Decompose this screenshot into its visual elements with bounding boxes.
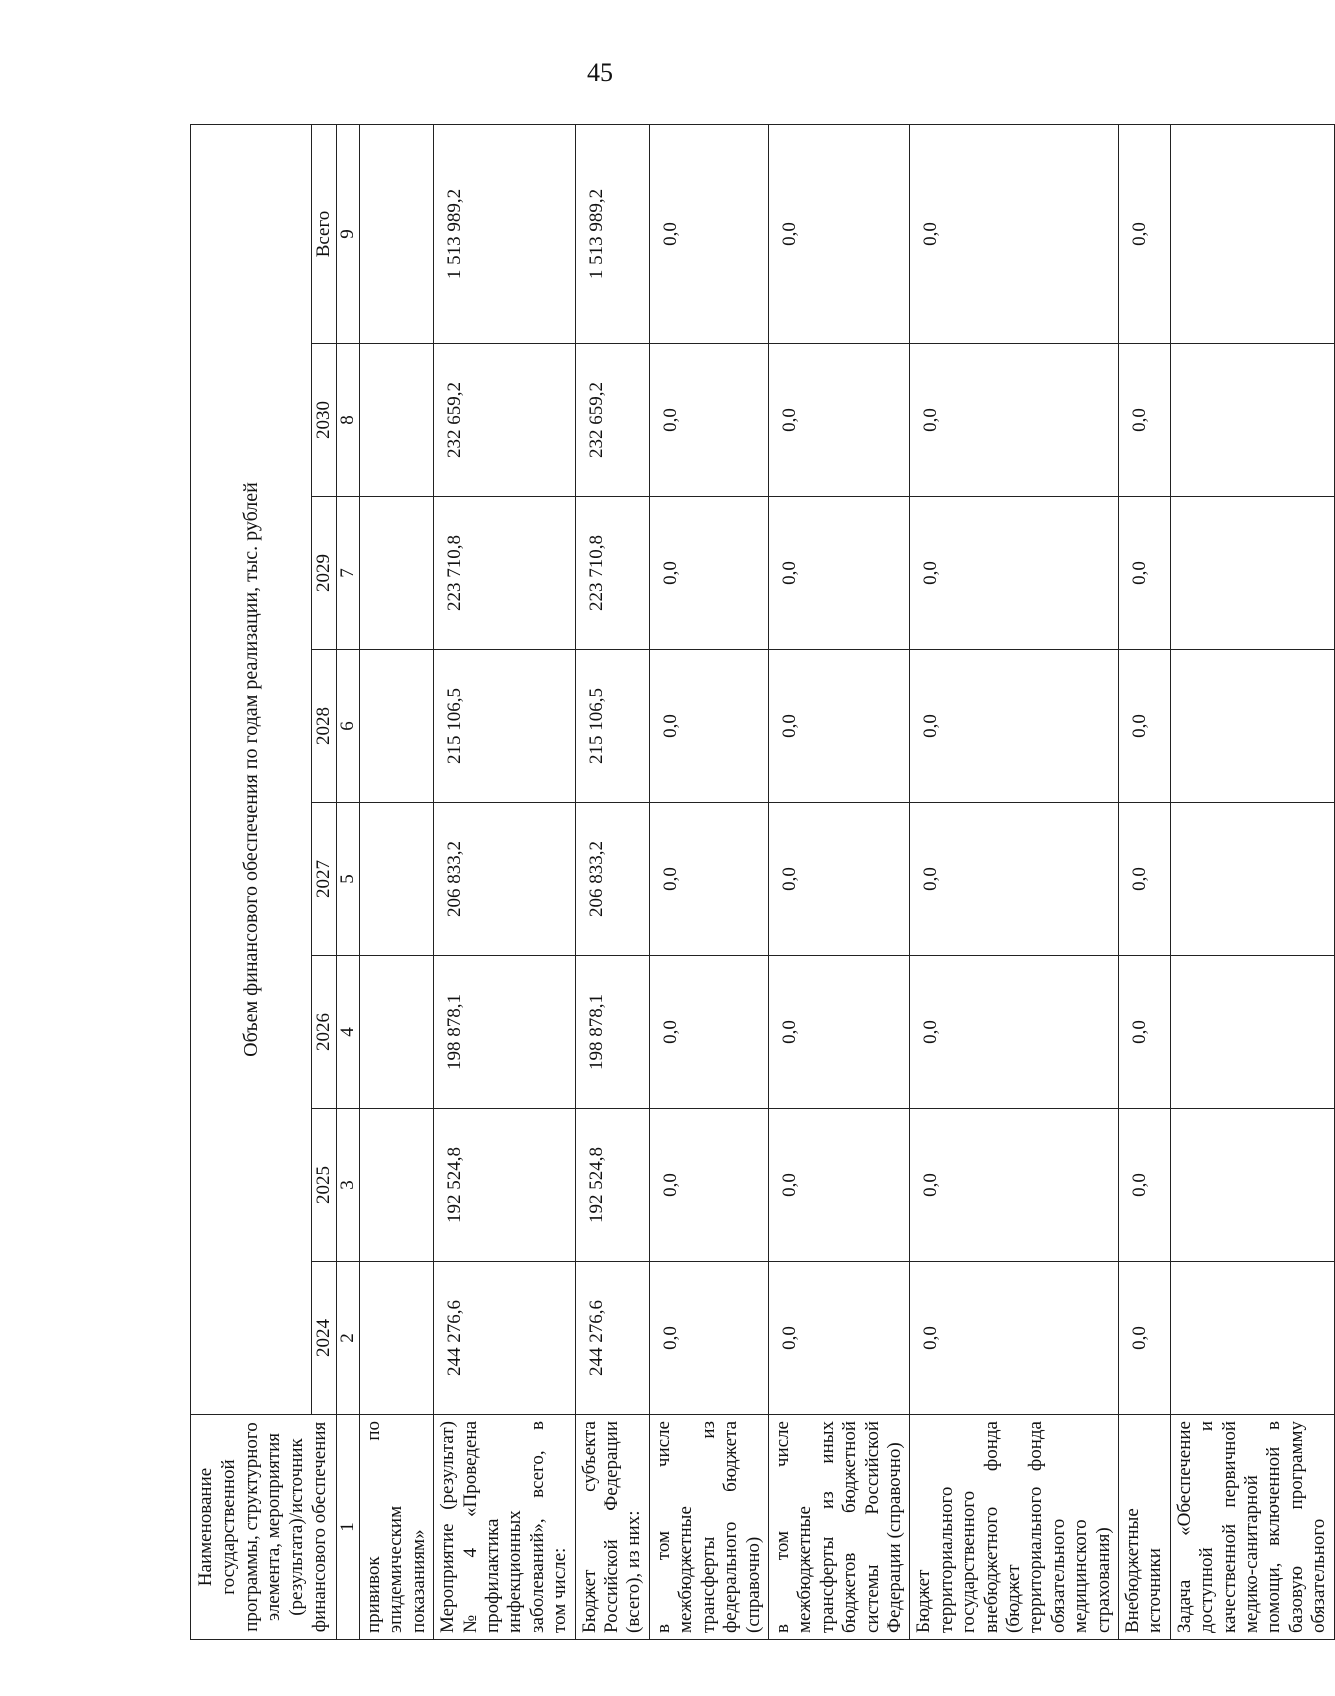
row-name: прививок по эпидемическим показаниям»	[360, 1415, 434, 1640]
cell-value: 0,0	[649, 650, 768, 803]
header-total: Всего	[312, 124, 337, 343]
cell-value: 0,0	[1119, 1109, 1171, 1262]
cell-value: 223 710,8	[575, 497, 649, 650]
header-year: 2024	[312, 1262, 337, 1415]
table-row	[768, 124, 909, 1639]
cell-value: 0,0	[768, 956, 909, 1109]
table-row	[1170, 124, 1334, 1639]
cell-value: 0,0	[649, 344, 768, 497]
cell-value: 0,0	[1119, 1262, 1171, 1415]
cell-value	[1170, 956, 1334, 1109]
table-row	[910, 124, 1119, 1639]
cell-value: 0,0	[768, 497, 909, 650]
header-name-column: Наименование государственной программы, структурного элемента, мероприятия (результата)/источник финансового обеспечения	[191, 1415, 337, 1640]
cell-value: 206 833,2	[434, 803, 575, 956]
column-index: 9	[337, 124, 360, 343]
cell-value: 0,0	[910, 497, 1119, 650]
header-year: 2026	[312, 956, 337, 1109]
row-name: в том числе межбюджетные трансферты из федерального бюджета (справочно)	[649, 1415, 768, 1640]
cell-value: 0,0	[910, 956, 1119, 1109]
cell-value	[360, 344, 434, 497]
cell-value: 0,0	[1119, 956, 1171, 1109]
column-index: 5	[337, 803, 360, 956]
header-year: 2030	[312, 344, 337, 497]
cell-value: 0,0	[910, 124, 1119, 343]
index-row	[337, 124, 360, 1639]
column-index: 3	[337, 1109, 360, 1262]
cell-value: 0,0	[1119, 344, 1171, 497]
cell-value: 0,0	[910, 1262, 1119, 1415]
cell-value: 0,0	[768, 124, 909, 343]
cell-value: 0,0	[910, 803, 1119, 956]
cell-value: 0,0	[649, 124, 768, 343]
cell-value	[360, 650, 434, 803]
cell-value: 0,0	[649, 803, 768, 956]
cell-value	[1170, 344, 1334, 497]
cell-value: 0,0	[910, 1109, 1119, 1262]
cell-value	[360, 497, 434, 650]
cell-value: 192 524,8	[575, 1109, 649, 1262]
table-row	[1119, 124, 1171, 1639]
cell-value: 0,0	[768, 1109, 909, 1262]
cell-value: 198 878,1	[434, 956, 575, 1109]
column-index: 1	[337, 1415, 360, 1640]
cell-value: 206 833,2	[575, 803, 649, 956]
cell-value: 0,0	[1119, 803, 1171, 956]
cell-value: 215 106,5	[434, 650, 575, 803]
cell-value: 0,0	[1119, 497, 1171, 650]
cell-value: 0,0	[768, 650, 909, 803]
row-name: Внебюджетные источники	[1119, 1415, 1171, 1640]
page-number: 45	[587, 58, 613, 87]
financing-table	[190, 124, 1335, 1640]
cell-value: 0,0	[768, 803, 909, 956]
cell-value: 244 276,6	[575, 1262, 649, 1415]
cell-value: 1 513 989,2	[575, 124, 649, 343]
table-row	[360, 124, 434, 1639]
cell-value: 0,0	[649, 956, 768, 1109]
cell-value: 232 659,2	[434, 344, 575, 497]
cell-value: 0,0	[910, 344, 1119, 497]
cell-value: 0,0	[768, 1262, 909, 1415]
cell-value: 215 106,5	[575, 650, 649, 803]
table-row	[649, 124, 768, 1639]
cell-value	[360, 956, 434, 1109]
row-name: Мероприятие (результат) № 4 «Проведена профилактика инфекционных заболеваний», всего, в том числе:	[434, 1415, 575, 1640]
cell-value: 0,0	[1119, 124, 1171, 343]
column-index: 4	[337, 956, 360, 1109]
cell-value: 192 524,8	[434, 1109, 575, 1262]
row-name: в том числе межбюджетные трансферты из иных бюджетов бюджетной системы Российской Федерации (справочно)	[768, 1415, 909, 1640]
column-index: 8	[337, 344, 360, 497]
cell-value: 198 878,1	[575, 956, 649, 1109]
cell-value	[1170, 1262, 1334, 1415]
header-year: 2027	[312, 803, 337, 956]
cell-value: 0,0	[1119, 650, 1171, 803]
cell-value: 244 276,6	[434, 1262, 575, 1415]
cell-value	[1170, 124, 1334, 343]
cell-value	[360, 1109, 434, 1262]
header-year: 2028	[312, 650, 337, 803]
column-index: 2	[337, 1262, 360, 1415]
row-name: Бюджет территориального государственного внебюджетного фонда (бюджет территориального фонда обязательного медицинского страхования)	[910, 1415, 1119, 1640]
table-row	[434, 124, 575, 1639]
cell-value	[360, 1262, 434, 1415]
row-name: Задача «Обеспечение доступной и качественной первичной медико-санитарной помощи, включенной в базовую программу обязательного	[1170, 1415, 1334, 1640]
column-index: 6	[337, 650, 360, 803]
cell-value	[1170, 650, 1334, 803]
cell-value	[360, 803, 434, 956]
cell-value: 223 710,8	[434, 497, 575, 650]
row-name: Бюджет субъекта Российской Федерации (всего), из них:	[575, 1415, 649, 1640]
cell-value: 0,0	[649, 1109, 768, 1262]
cell-value: 232 659,2	[575, 344, 649, 497]
cell-value	[1170, 1109, 1334, 1262]
cell-value	[360, 124, 434, 343]
cell-value: 0,0	[910, 650, 1119, 803]
header-volume-title: Объем финансового обеспечения по годам реализации, тыс. рублей	[191, 124, 312, 1414]
cell-value	[1170, 803, 1334, 956]
cell-value: 1 513 989,2	[434, 124, 575, 343]
cell-value	[1170, 497, 1334, 650]
rotated-table-container	[190, 125, 1330, 1640]
header-year: 2029	[312, 497, 337, 650]
table-row	[575, 124, 649, 1639]
cell-value: 0,0	[649, 1262, 768, 1415]
cell-value: 0,0	[649, 497, 768, 650]
column-index: 7	[337, 497, 360, 650]
header-year: 2025	[312, 1109, 337, 1262]
cell-value: 0,0	[768, 344, 909, 497]
